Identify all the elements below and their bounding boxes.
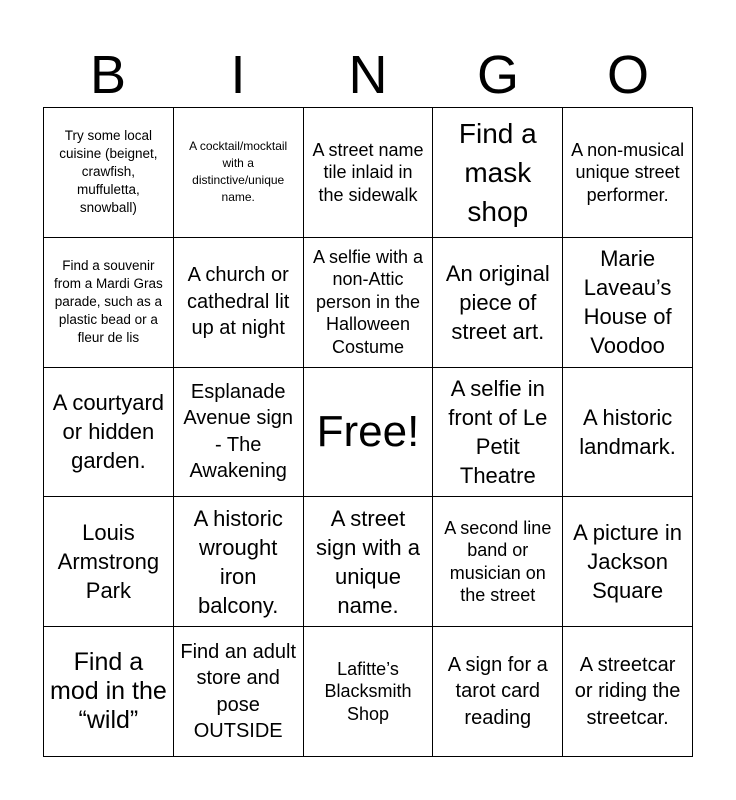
bingo-cell-text: A church or cathedral lit up at night (187, 264, 290, 340)
bingo-cell-text: Try some local cuisine (beignet, crawfish, muffuletta, snowball) (59, 128, 158, 216)
bingo-cell-r2-c4[interactable] (433, 238, 563, 368)
bingo-cell-r1-c3[interactable] (304, 108, 434, 238)
bingo-cell-text: Find a mask shop (458, 117, 537, 227)
bingo-cell-text: Find a souvenir from a Mardi Gras parade, such as a plastic bead or a fleur de lis (54, 258, 163, 346)
header-letter-i: I (230, 45, 246, 105)
bingo-cell-text: A street sign with a unique name. (316, 505, 420, 618)
bingo-cell-r4-c5[interactable] (563, 497, 693, 627)
bingo-cell-text: Find a mod in the “wild” (50, 648, 167, 735)
bingo-cell-text: A non-musical unique street performer. (571, 139, 685, 205)
bingo-cell-r5-c3[interactable] (304, 627, 434, 757)
bingo-cell-free[interactable] (304, 368, 434, 498)
bingo-cell-text: Find an adult store and pose OUTSIDE (180, 640, 297, 743)
bingo-cell-r1-c2[interactable] (174, 108, 304, 238)
bingo-cell-text: Louis Armstrong Park (57, 520, 160, 604)
header-letter-g: G (476, 45, 519, 105)
bingo-cell-text: Lafitte’s Blacksmith Shop (324, 658, 412, 724)
bingo-cell-text: Esplanade Avenue sign - The Awakening (183, 380, 294, 483)
bingo-cell-text: An original piece of street art. (445, 260, 550, 344)
bingo-cell-r5-c5[interactable] (563, 627, 693, 757)
bingo-cell-r2-c2[interactable] (174, 238, 304, 368)
bingo-header (43, 44, 693, 106)
bingo-cell-r4-c2[interactable] (174, 497, 304, 627)
free-space-text: Free! (316, 406, 420, 456)
bingo-cell-text: Marie Laveau’s House of Voodoo (583, 246, 672, 359)
bingo-cell-r3-c4[interactable] (433, 368, 563, 498)
bingo-cell-text: A streetcar or riding the streetcar. (574, 653, 681, 729)
bingo-cell-r1-c4[interactable] (433, 108, 563, 238)
bingo-cell-text: A selfie in front of Le Petit Theatre (448, 375, 548, 488)
bingo-cell-text: A second line band or musician on the street (444, 517, 552, 606)
bingo-cell-r1-c1[interactable] (44, 108, 174, 238)
bingo-cell-r3-c5[interactable] (563, 368, 693, 498)
bingo-cell-r5-c2[interactable] (174, 627, 304, 757)
bingo-cell-r5-c4[interactable] (433, 627, 563, 757)
bingo-cell-text: A street name tile inlaid in the sidewalk (312, 139, 424, 205)
bingo-cell-text: A sign for a tarot card reading (447, 653, 548, 729)
bingo-cell-text: A selfie with a non-Attic person in the Halloween Costume (312, 246, 424, 357)
bingo-cell-r2-c1[interactable] (44, 238, 174, 368)
bingo-cell-text: A historic wrought iron balcony. (193, 505, 283, 618)
bingo-cell-text: A picture in Jackson Square (573, 520, 683, 604)
bingo-cell-text: A cocktail/mocktail with a distinctive/unique name. (189, 139, 288, 205)
header-letter-n: N (348, 45, 388, 105)
bingo-grid (43, 107, 693, 757)
bingo-cell-r4-c1[interactable] (44, 497, 174, 627)
bingo-cell-text: A historic landmark. (579, 404, 676, 459)
bingo-cell-r3-c2[interactable] (174, 368, 304, 498)
header-letter-b: B (89, 45, 127, 105)
bingo-cell-r4-c4[interactable] (433, 497, 563, 627)
bingo-cell-r5-c1[interactable] (44, 627, 174, 757)
bingo-cell-r3-c1[interactable] (44, 368, 174, 498)
bingo-cell-r1-c5[interactable] (563, 108, 693, 238)
bingo-cell-r2-c5[interactable] (563, 238, 693, 368)
header-letter-o: O (606, 45, 649, 105)
bingo-cell-text: A courtyard or hidden garden. (52, 390, 165, 474)
bingo-cell-r4-c3[interactable] (304, 497, 434, 627)
bingo-cell-r2-c3[interactable] (304, 238, 434, 368)
